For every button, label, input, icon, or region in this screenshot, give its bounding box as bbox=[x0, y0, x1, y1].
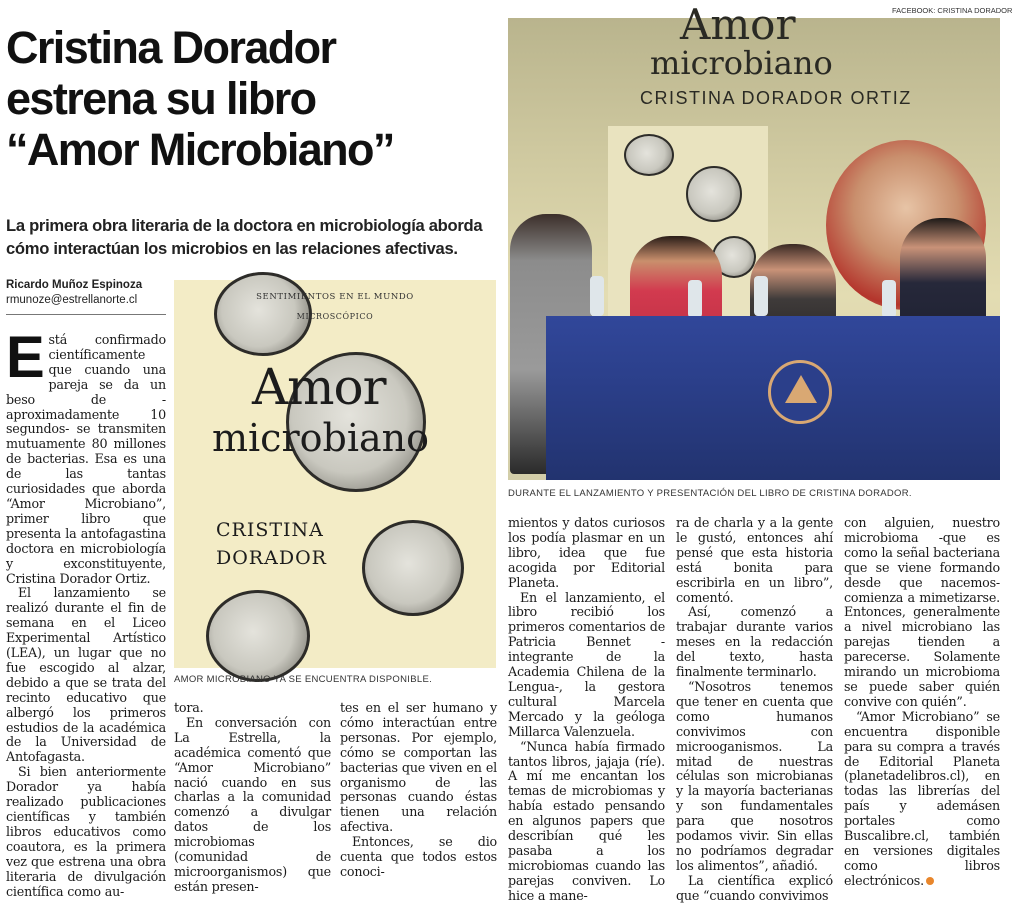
paragraph: Si bien anteriormente Dorador ya había realizado publicaciones científicas y también libros educativos como coautora, es la primera vez que estrena una obra literaria de divulgación científica como au- bbox=[6, 764, 166, 899]
end-of-article-icon bbox=[926, 877, 934, 885]
paragraph: “Nunca había firmado tantos libros, jajaja (ríe). A mí me encantan los temas de microbiomas y había estado pensando en algunos papers que describían qué les pasaba a los microbiomas cuando las parejas conviven. Lo hice a mane- bbox=[508, 738, 665, 903]
article-column-2 bbox=[174, 701, 331, 895]
paragraph: Así, comenzó a trabajar durante varios meses en la redacción del texto, hasta finalmente terminarlo. bbox=[676, 604, 833, 680]
byline-email: rmunoze@estrellanorte.cl bbox=[6, 294, 138, 306]
deck bbox=[6, 214, 506, 260]
microscope-circle bbox=[624, 134, 674, 176]
paragraph: Entonces, se dio cuenta que todos estos conoci- bbox=[340, 834, 497, 879]
paragraph: tes en el ser humano y cómo interactúan entre personas. Por ejemplo, cómo se comportan las bacterias que viven en el organismo de las personas cuando éstas tienen una relación afectiva. bbox=[340, 700, 497, 835]
article-column-6 bbox=[844, 516, 1000, 889]
headline-line-1: Cristina Dorador bbox=[6, 22, 336, 73]
banner-title-line-1: Amor bbox=[680, 0, 796, 49]
water-bottle bbox=[882, 280, 896, 318]
paragraph-text: “Amor Microbiano” se encuentra disponible para su compra a través de Editorial Planeta (planetadelibros.cl), en todas las librerías del país y ademásen portales como Buscalibre.cl, también en versiones digitales como libros electrónicos. bbox=[844, 708, 1000, 888]
headline-line-3: “Amor Microbiano” bbox=[6, 124, 394, 175]
water-bottle bbox=[688, 280, 702, 318]
byline-divider bbox=[6, 314, 166, 315]
logo-emblem bbox=[768, 360, 832, 424]
book-author bbox=[216, 516, 327, 572]
microscope-circle bbox=[362, 520, 464, 616]
article-column-5 bbox=[676, 516, 833, 904]
byline-name: Ricardo Muñoz Espinoza bbox=[6, 279, 143, 291]
banner-author: CRISTINA DORADOR ORTIZ bbox=[640, 88, 912, 108]
paragraph-text: stá confirmado científicamente que cuando una pareja se da un beso de -aproximadamente 10 segundos- se transmiten mutuamente 80 millones de bacterias. Esa es una de las tantas curiosidades que aborda “Amor Microbiano”, primer libro que presenta la antofagastina doctora en microbiología y exconstituyente, Cristina Dorador Ortiz. bbox=[6, 332, 166, 586]
headline bbox=[6, 22, 506, 175]
paragraph: ra de charla y a la gente le gustó, entonces ahí pensé que esta historia está bonita para escribirla en un libro”, comentó. bbox=[676, 515, 833, 605]
banner-title-line-2: microbiano bbox=[650, 44, 833, 82]
book-tagline: SENTIMIENTOS EN EL MUNDO bbox=[256, 292, 414, 302]
paragraph bbox=[6, 325, 166, 586]
logo-triangle bbox=[785, 375, 817, 403]
photo-credit: FACEBOOK: CRISTINA DORADOR bbox=[892, 6, 1012, 15]
paragraph: La científica explicó que “cuando convivimos bbox=[676, 872, 833, 903]
paragraph bbox=[844, 710, 1000, 889]
paragraph: En conversación con La Estrella, la académica comentó que “Amor Microbiano” nació cuando en sus charlas a la comunidad comenzó a divulgar datos de los microbiomas (comunidad de microorganismos) que están presen- bbox=[174, 714, 331, 894]
water-bottle bbox=[590, 276, 604, 316]
paragraph: mientos y datos curiosos los podía plasmar en un libro, idea que fue acogida por Editorial Planeta. bbox=[508, 515, 665, 590]
book-caption: AMOR MICROBIANO YA SE ENCUENTRA DISPONIBLE. bbox=[174, 674, 433, 685]
paragraph: “Nosotros tenemos que tener en cuenta que como humanos convivimos con microoganismos. La mitad de nuestras células son microbianas y la mayoría bacterianas y son fundamentales para que nosotros podamos vivir. Sin ellas no podríamos degradar los alimentos”, añadió. bbox=[676, 678, 833, 873]
book-cover-image bbox=[174, 280, 496, 668]
deck-line-2: cómo interactúan los microbios en las relaciones afectivas. bbox=[6, 239, 458, 258]
paragraph: El lanzamiento se realizó durante el fin de semana en el Liceo Experimental Artístico (LEA), un lugar que no fue escogido al alzar, debido a que se trata del recinto educativo que albergó los primeros estudios de la académica de la Universidad de Antofagasta. bbox=[6, 585, 166, 765]
microscope-circle bbox=[206, 590, 310, 682]
book-title-line-1: Amor bbox=[252, 358, 386, 416]
article-column-3 bbox=[340, 701, 497, 880]
paragraph: En el lanzamiento, el libro recibió los primeros comentarios de Patricia Bennet -integrante de la Academia Chilena de la Lengua-, la gestora cultural Marcela Mercado y la geóloga Millarca Valenzuela. bbox=[508, 589, 665, 739]
paragraph: con alguien, nuestro microbioma -que es como la señal bacteriana que se viene formando desde que nacemos- comienza a mimetizarse. Entonces, generalmente a nivel microbiano las parejas tienden a parecerse. Solamente mirando un microbioma se puede saber quién convive con quién”. bbox=[844, 515, 1000, 709]
article-column-1 bbox=[6, 325, 166, 899]
article-column-4 bbox=[508, 516, 665, 904]
water-bottle bbox=[754, 276, 768, 316]
book-author-line-1: CRISTINA bbox=[216, 519, 324, 541]
paragraph: tora. bbox=[174, 700, 204, 715]
microscope-circle bbox=[686, 166, 742, 222]
presentation-table bbox=[546, 316, 1000, 480]
headline-line-2: estrena su libro bbox=[6, 73, 316, 124]
book-title-line-2: microbiano bbox=[212, 416, 429, 460]
book-author-line-2: DORADOR bbox=[216, 547, 327, 569]
drop-cap: E bbox=[6, 325, 45, 390]
deck-line-1: La primera obra literaria de la doctora en microbiología aborda bbox=[6, 216, 483, 235]
photo-caption: DURANTE EL LANZAMIENTO Y PRESENTACIÓN DEL LIBRO DE CRISTINA DORADOR. bbox=[508, 488, 912, 499]
book-tagline-2: MICROSCÓPICO bbox=[296, 312, 374, 321]
